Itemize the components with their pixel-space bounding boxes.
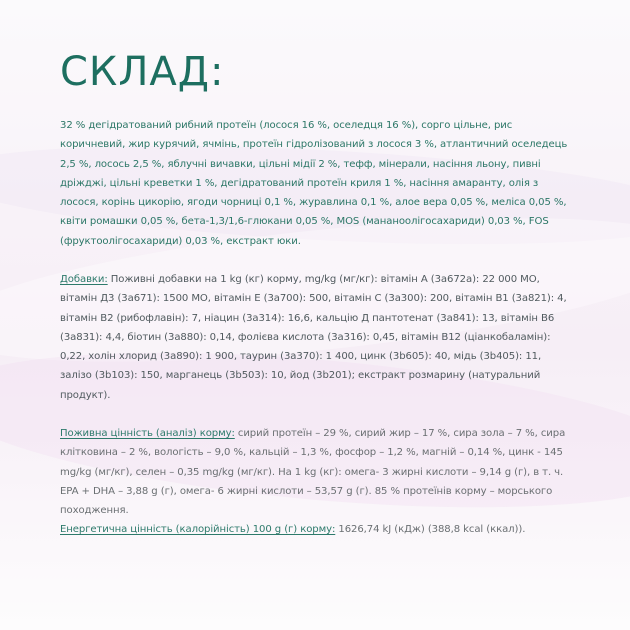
nutrition-paragraph [60, 424, 570, 540]
nutrition-text: сирий протеїн – 29 %, сирий жир – 17 %, сира зола – 7 %, сира клітковина – 2 %, вологість – 9,0 %, кальцій – 1,3 %, фосфор – 1,2 %, магній – 0,14 %, цинк - 145 mg/kg (мг/кг), селен – 0,35 mg/kg (мг/кг). На 1 kg (кг): омега- 3 жирні кислоти – 9,14 g (г), в т. ч. EPA + DHA – 3,88 g (г), омега- 6 жирні кислоти – 53,57 g (г). 85 % протеїнів корму – морського походження. [60, 428, 566, 517]
additives-label: Добавки: [60, 274, 108, 285]
composition-text: 32 % дегідратований рибний протеїн (лосося 16 %, оселедця 16 %), сорго цільне, рис коричневий, жир курячий, ячмінь, протеїн гідролізований з лосося 3 %, атлантичний оселедець 2,5 %, лосось 2,5 %, яблучні вичавки, цільні мідії 2 %, тефф, мінерали, насіння льону, пивні дріжджі, цільні креветки 1 %, дегідратований протеїн криля 1 %, насіння амаранту, олія з лосося, корінь цикорію, ягоди чорниці 0,1 %, журавлина 0,1 %, алое вера 0,05 %, меліса 0,05 %, квіти ромашки 0,05 %, бета-1,3/1,6-глюкани 0,05 %, MOS (мананоолігосахариди) 0,03 %, FOS (фруктоолігосахариди) 0,03 %, екстракт юки. [60, 120, 568, 247]
energy-label: Енергетична цінність (калорійність) 100 g (г) корму: [60, 524, 336, 536]
composition-paragraph [60, 116, 570, 251]
nutrition-label: Поживна цінність (аналіз) корму: [60, 428, 235, 439]
additives-text: Поживні добавки на 1 kg (кг) корму, mg/kg (мг/кг): вітамін А (3a672a): 22 000 МО, вітамін Д3 (3a671): 1500 МО, вітамін Е (3a700): 500, вітамін С (3a300): 200, вітамін В1 (3a821): 4, вітамін В2 (рибофлавін): 7, ніацин (3a314): 16,6, кальцію Д пантотенат (3a841): 13, вітамін В6 (3a831): 4,4, біотин (3a880): 0,14, фолієва кислота (3a316): 0,45, вітамін В12 (ціанкобаламін): 0,22, холін хлорид (3a890): 1 900, таурин (3a370): 1 400, цинк (3b605): 40, мідь (3b405): 11, залізо (3b103): 150, марганець (3b503): 10, йод (3b201); екстракт розмарину (натуральний продукт). [60, 274, 567, 401]
additives-paragraph [60, 270, 570, 405]
energy-text: 1626,74 kJ (кДж) (388,8 kcal (ккал)). [335, 524, 526, 536]
page-title: СКЛАД: [60, 49, 225, 95]
